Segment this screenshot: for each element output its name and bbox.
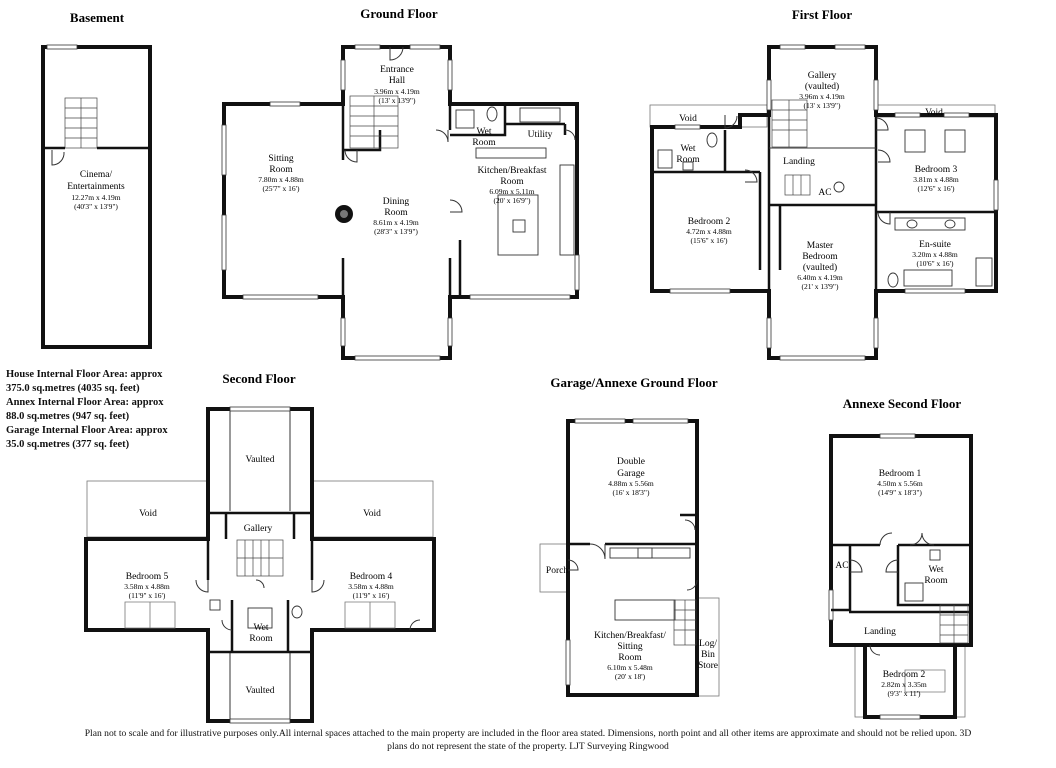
- ensuite-dim-1: 3.20m x 4.88m: [912, 250, 958, 259]
- disclaimer-line-1: Plan not to scale and for illustrative purposes only.All internal spaces attached to the main property are included in the floor area stated. Dimensions, north point and all other items are approximate and should not be relied upon. 3D: [84, 728, 972, 739]
- bedroom4-label: Bedroom 4: [349, 572, 393, 582]
- landing-first-label: Landing: [783, 157, 815, 167]
- cinema-dim-2: (40'3" x 13'9"): [74, 202, 118, 211]
- dining-dim-1: 8.61m x 4.19m: [373, 218, 419, 227]
- sitting-label-1: Sitting: [268, 154, 294, 164]
- first-floor-title: First Floor: [791, 7, 853, 22]
- master-dim-1: 6.40m x 4.19m: [797, 273, 843, 282]
- utility-label: Utility: [527, 130, 553, 140]
- bedroom2-dim-2: (15'6" x 16'): [690, 236, 728, 245]
- vaulted-top-label: Vaulted: [245, 455, 275, 465]
- a-bedroom2-dim-1: 2.82m x 3.35m: [881, 680, 927, 689]
- gallery-first-dim-2: (13' x 13'9"): [803, 101, 841, 110]
- disclaimer-line-2: plans do not represent the state of the property. LJT Surveying Ringwood: [387, 741, 669, 752]
- garage-dim-1: 4.88m x 5.56m: [608, 479, 654, 488]
- a-wet-room-label-1: Wet: [928, 565, 944, 575]
- master-label-3: (vaulted): [802, 263, 838, 273]
- wet-room-ground-label-1: Wet: [476, 127, 492, 137]
- garage-area-value: 35.0 sq.metres (377 sq. feet): [6, 439, 130, 450]
- bedroom3-dim-1: 3.81m x 4.88m: [913, 175, 959, 184]
- kitchen-dim-2: (20' x 16'9"): [493, 196, 531, 205]
- house-area-value: 375.0 sq.metres (4035 sq. feet): [6, 383, 140, 394]
- annexe-second-title: Annexe Second Floor: [842, 396, 962, 411]
- bedroom2-dim-1: 4.72m x 4.88m: [686, 227, 732, 236]
- porch-label: Porch: [545, 566, 569, 576]
- a-bedroom1-dim-2: (14'9" x 18'3"): [878, 488, 922, 497]
- bedroom3-label: Bedroom 3: [914, 165, 958, 175]
- annexe-kitchen-label-1: Kitchen/Breakfast/: [594, 631, 666, 641]
- ac-first-label: AC: [818, 188, 832, 198]
- a-wet-room-label-2: Room: [924, 576, 948, 586]
- a-landing-label: Landing: [864, 627, 896, 637]
- sitting-label-2: Room: [269, 165, 293, 175]
- wet-room-second-label-2: Room: [249, 634, 273, 644]
- kitchen-dim-1: 6.09m x 5.11m: [489, 187, 535, 196]
- bedroom3-dim-2: (12'6" x 16'): [917, 184, 955, 193]
- wet-room-ground-label-2: Room: [472, 138, 496, 148]
- house-area-label: House Internal Floor Area: approx: [6, 369, 163, 380]
- log-store-label-3: Store: [697, 661, 719, 671]
- sitting-dim-2: (25'7" x 16'): [262, 184, 300, 193]
- a-ac-label: AC: [835, 561, 849, 571]
- annex-area-value: 88.0 sq.metres (947 sq. feet): [6, 411, 130, 422]
- a-bedroom1-dim-1: 4.50m x 5.56m: [877, 479, 923, 488]
- annex-area-label: Annex Internal Floor Area: approx: [6, 397, 164, 408]
- gallery-first-label-2: (vaulted): [804, 82, 840, 92]
- gallery-first-label-1: Gallery: [807, 71, 837, 81]
- gallery-second-label: Gallery: [243, 524, 273, 534]
- ensuite-label: En-suite: [919, 240, 951, 250]
- bedroom5-dim-2: (11'9" x 16'): [128, 591, 166, 600]
- annexe-kitchen-dim-2: (20' x 18'): [614, 672, 646, 681]
- cinema-label-1: Cinema/: [79, 170, 113, 180]
- dining-label-2: Room: [384, 208, 408, 218]
- garage-dim-2: (16' x 18'3"): [612, 488, 650, 497]
- log-store-label-2: Bin: [701, 650, 715, 660]
- kitchen-label-2: Room: [500, 177, 524, 187]
- void-second-2-label: Void: [363, 509, 381, 519]
- master-dim-2: (21' x 13'9"): [801, 282, 839, 291]
- annexe-kitchen-label-3: Room: [618, 653, 642, 663]
- vaulted-bottom-label: Vaulted: [245, 686, 275, 696]
- a-bedroom2-dim-2: (9'3" x 11'): [887, 689, 921, 698]
- void-first-1-label: Void: [679, 114, 697, 124]
- basement-title: Basement: [69, 10, 125, 25]
- master-label-1: Master: [806, 241, 834, 251]
- annexe-kitchen-dim-1: 6.10m x 5.48m: [607, 663, 653, 672]
- a-bedroom2-label: Bedroom 2: [882, 670, 926, 680]
- floor-area-summary: [6, 368, 206, 452]
- wet-room-second-label-1: Wet: [253, 623, 269, 633]
- dining-label-1: Dining: [382, 197, 410, 207]
- dining-dim-2: (28'3" x 13'9"): [374, 227, 418, 236]
- bedroom4-dim-1: 3.58m x 4.88m: [348, 582, 394, 591]
- ground-floor-title: Ground Floor: [360, 6, 438, 21]
- entrance-dim-2: (13' x 13'9"): [378, 96, 416, 105]
- annexe-kitchen-label-2: Sitting: [617, 642, 643, 652]
- cinema-dim-1: 12.27m x 4.19m: [71, 193, 121, 202]
- entrance-label-2: Hall: [388, 76, 406, 86]
- second-floor-title: Second Floor: [222, 371, 296, 386]
- garage-annexe-title: Garage/Annexe Ground Floor: [550, 375, 718, 390]
- garage-label-1: Double: [617, 457, 645, 467]
- cinema-label-2: Entertainments: [67, 182, 125, 192]
- bedroom2-label: Bedroom 2: [687, 217, 731, 227]
- garage-label-2: Garage: [617, 469, 645, 479]
- bedroom4-dim-2: (11'9" x 16'): [352, 591, 390, 600]
- ensuite-dim-2: (10'6" x 16'): [916, 259, 954, 268]
- master-label-2: Bedroom: [802, 252, 838, 262]
- log-store-label-1: Log/: [699, 639, 717, 649]
- entrance-dim-1: 3.96m x 4.19m: [374, 87, 420, 96]
- sitting-dim-1: 7.80m x 4.88m: [258, 175, 304, 184]
- void-second-1-label: Void: [139, 509, 157, 519]
- a-bedroom1-label: Bedroom 1: [878, 469, 922, 479]
- bedroom5-dim-1: 3.58m x 4.88m: [124, 582, 170, 591]
- kitchen-label-1: Kitchen/Breakfast: [477, 166, 547, 176]
- disclaimer: [8, 727, 1048, 753]
- gallery-first-dim-1: 3.96m x 4.19m: [799, 92, 845, 101]
- bedroom5-label: Bedroom 5: [125, 572, 169, 582]
- wet-room-first-label-1: Wet: [680, 144, 696, 154]
- void-first-2-label: Void: [925, 108, 943, 118]
- entrance-label-1: Entrance: [380, 65, 414, 75]
- wet-room-first-label-2: Room: [676, 155, 700, 165]
- garage-area-label: Garage Internal Floor Area: approx: [6, 425, 168, 436]
